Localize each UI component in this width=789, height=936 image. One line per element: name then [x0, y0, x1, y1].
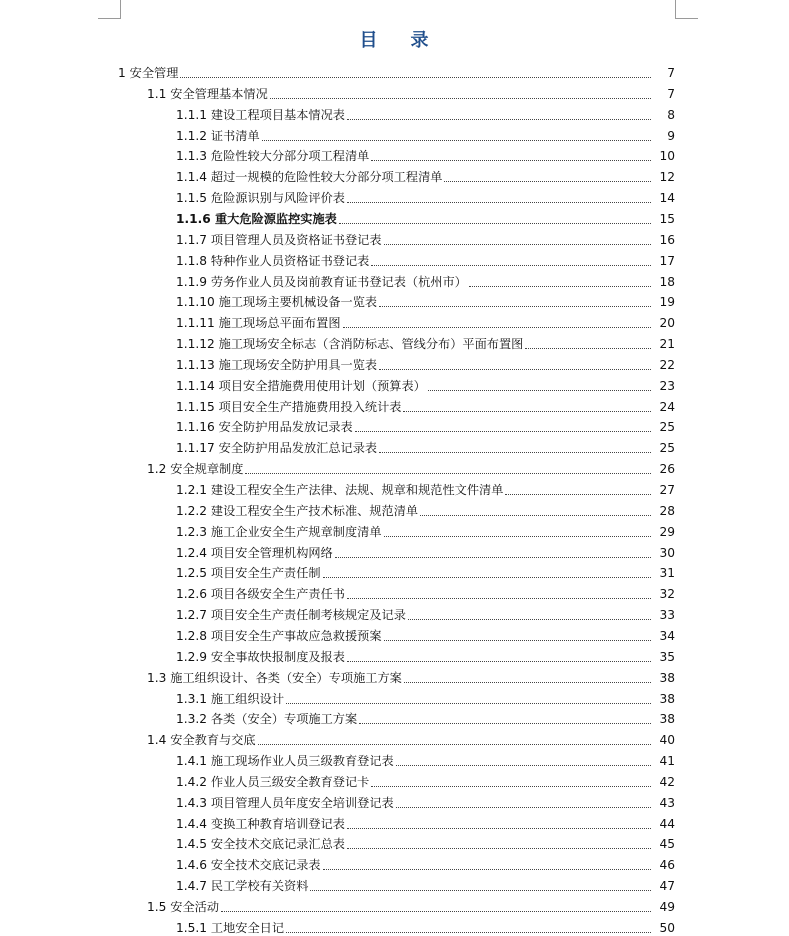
toc-entry-title: 1.4.2 作业人员三级安全教育登记卡 [176, 774, 370, 789]
toc-title-char-1: 目 [359, 30, 379, 51]
toc-dot-leader [355, 431, 651, 432]
toc-entry-page-number: 28 [659, 503, 675, 518]
toc-entry[interactable] [176, 499, 675, 519]
toc-entry-title: 1.1.4 超过一规模的危险性较大分部分项工程清单 [176, 170, 443, 185]
toc-entry[interactable] [176, 249, 675, 269]
toc-dot-leader [323, 869, 651, 870]
toc-entry[interactable] [176, 561, 675, 581]
toc-entry-title: 1.1.5 危险源识别与风险评价表 [176, 191, 345, 206]
toc-entry-title: 1.1.2 证书清单 [176, 128, 260, 143]
toc-entry[interactable] [176, 874, 675, 894]
toc-entry-title: 1.4.3 项目管理人员年度安全培训登记表 [176, 795, 394, 810]
toc-title-char-2: 录 [410, 30, 430, 51]
toc-entry-page-number: 23 [659, 378, 675, 393]
toc-dot-leader [428, 390, 651, 391]
toc-entry[interactable] [176, 749, 675, 769]
toc-entry[interactable] [147, 666, 675, 686]
toc-entry-page-number: 27 [659, 483, 675, 497]
toc-dot-leader [371, 265, 651, 266]
toc-dot-leader [347, 598, 651, 599]
toc-dot-leader [379, 452, 651, 453]
toc-entry[interactable] [176, 290, 675, 310]
toc-dot-leader [180, 77, 651, 78]
toc-entry-title: 1.1.7 项目管理人员及资格证书登记表 [176, 232, 382, 247]
toc-entry-title: 1.2.8 项目安全生产事故应急救援预案 [176, 628, 382, 643]
toc-entry[interactable] [176, 707, 675, 727]
toc-entry-page-number: 22 [659, 357, 675, 372]
toc-entry-title: 1.5 安全活动 [147, 900, 220, 914]
toc-entry-page-number: 42 [659, 774, 675, 789]
toc-dot-leader [525, 348, 651, 349]
toc-entry[interactable] [176, 582, 675, 602]
toc-entry-page-number: 49 [659, 900, 675, 914]
toc-entry-page-number: 26 [659, 462, 675, 477]
toc-dot-leader [384, 640, 651, 641]
toc-entry-page-number: 32 [659, 587, 675, 602]
toc-entry-page-number: 14 [659, 191, 675, 206]
toc-entry-page-number: 7 [667, 86, 675, 101]
toc-entry-title: 1.4.7 民工学校有关资料 [176, 879, 309, 894]
toc-entry-title: 1.1.14 项目安全措施费用使用计划（预算表） [176, 378, 426, 393]
toc-dot-leader [469, 286, 651, 287]
toc-entry-page-number: 46 [659, 858, 675, 873]
toc-dot-leader [444, 181, 651, 182]
toc-entry-title: 1.2.4 项目安全管理机构网络 [176, 545, 333, 560]
toc-entry-title: 1.1.8 特种作业人员资格证书登记表 [176, 253, 370, 268]
toc-entry-page-number: 19 [659, 295, 675, 310]
toc-entry[interactable] [176, 436, 675, 456]
toc-entry-title: 1.5.1 工地安全日记 [176, 920, 285, 935]
toc-entry[interactable] [147, 82, 675, 102]
toc-entry[interactable] [147, 457, 675, 477]
toc-entry-title: 1.2.5 项目安全生产责任制 [176, 566, 321, 581]
toc-entry[interactable] [147, 895, 675, 915]
toc-entry-page-number: 8 [667, 107, 675, 122]
toc-entry-page-number: 24 [659, 399, 675, 414]
toc-entry[interactable] [176, 520, 675, 540]
toc-entry[interactable] [176, 603, 675, 623]
toc-entry[interactable] [176, 270, 675, 290]
toc-entry[interactable] [176, 311, 675, 331]
toc-entry-page-number: 33 [659, 608, 675, 623]
toc-entry[interactable] [176, 353, 675, 373]
toc-entry-title: 1.1.10 施工现场主要机械设备一览表 [176, 295, 378, 310]
toc-entry[interactable] [118, 61, 675, 81]
toc-entry-title: 1.1.16 安全防护用品发放记录表 [176, 420, 353, 435]
toc-entry-title: 1 安全管理 [118, 66, 179, 80]
toc-entry-page-number: 50 [659, 920, 675, 935]
toc-entry-title: 1.1.3 危险性较大分部分项工程清单 [176, 149, 370, 164]
toc-entry-title: 1.3 施工组织设计、各类（安全）专项施工方案 [147, 670, 402, 685]
toc-entry-page-number: 16 [659, 232, 675, 247]
toc-entry-title: 1.1.17 安全防护用品发放汇总记录表 [176, 441, 378, 456]
toc-dot-leader [384, 244, 651, 245]
toc-entry[interactable] [176, 207, 675, 227]
toc-entry-title: 1.4.1 施工现场作业人员三级教育登记表 [176, 754, 394, 769]
toc-dot-leader [396, 807, 651, 808]
toc-entry-page-number: 38 [659, 670, 675, 685]
toc-entry[interactable] [176, 332, 675, 352]
toc-entry-page-number: 25 [659, 420, 675, 435]
toc-entry-page-number: 12 [659, 170, 675, 185]
toc-dot-leader [408, 619, 651, 620]
toc-entry[interactable] [176, 791, 675, 811]
toc-entry[interactable] [176, 374, 675, 394]
toc-dot-leader [347, 119, 651, 120]
toc-entry-title: 1.4.4 变换工种教育培训登记表 [176, 816, 345, 831]
toc-entry[interactable] [176, 541, 675, 561]
toc-entry-title: 1.1.15 项目安全生产措施费用投入统计表 [176, 399, 402, 414]
toc-dot-leader [371, 160, 651, 161]
toc-entry[interactable] [176, 186, 675, 206]
toc-entry-page-number: 21 [659, 337, 675, 352]
toc-dot-leader [404, 682, 651, 683]
toc-entry-title: 1.4.5 安全技术交底记录汇总表 [176, 837, 345, 852]
toc-dot-leader [347, 202, 651, 203]
toc-dot-leader [286, 703, 651, 704]
toc-dot-leader [384, 536, 651, 537]
toc-entry[interactable] [176, 395, 675, 415]
toc-entry[interactable] [176, 916, 675, 936]
toc-dot-leader [420, 515, 651, 516]
toc-dot-leader [323, 577, 651, 578]
toc-entry-title: 1.2.1 建设工程安全生产法律、法规、规章和规范性文件清单 [176, 483, 504, 497]
toc-entry[interactable] [176, 228, 675, 248]
toc-entry-page-number: 47 [659, 879, 675, 894]
toc-entry-page-number: 15 [659, 211, 675, 226]
toc-entry-title: 1.2.6 项目各级安全生产责任书 [176, 587, 345, 602]
toc-entry-page-number: 44 [659, 816, 675, 831]
toc-entry-page-number: 34 [659, 628, 675, 643]
toc-entry-title: 1.4 安全教育与交底 [147, 733, 256, 748]
toc-dot-leader [347, 848, 651, 849]
toc-entry-page-number: 20 [659, 316, 675, 331]
toc-entry[interactable] [147, 728, 675, 748]
toc-entry-title: 1.1.9 劳务作业人员及岗前教育证书登记表（杭州市） [176, 274, 467, 289]
toc-entry-title: 1.3.2 各类（安全）专项施工方案 [176, 712, 358, 727]
toc-dot-leader [347, 661, 651, 662]
toc-entry-page-number: 45 [659, 837, 675, 852]
toc-entry-title: 1.1.6 重大危险源监控实施表 [176, 211, 337, 226]
toc-entry-title: 1.2.7 项目安全生产责任制考核规定及记录 [176, 608, 406, 623]
toc-entry-page-number: 29 [659, 524, 675, 539]
toc-entry-title: 1.4.6 安全技术交底记录表 [176, 858, 321, 873]
toc-entry-page-number: 43 [659, 795, 675, 810]
toc-dot-leader [379, 306, 651, 307]
toc-entry[interactable] [176, 103, 675, 123]
toc-entry[interactable] [176, 832, 675, 852]
toc-title [0, 26, 789, 52]
toc-entry[interactable] [176, 415, 675, 435]
toc-entry-page-number: 40 [659, 733, 675, 748]
toc-entry-title: 1.1.13 施工现场安全防护用具一览表 [176, 357, 378, 372]
toc-entry-page-number: 41 [659, 754, 675, 769]
toc-entry-page-number: 38 [659, 691, 675, 706]
toc-dot-leader [286, 932, 651, 933]
toc-entry-page-number: 7 [667, 66, 675, 80]
toc-entry-page-number: 9 [667, 128, 675, 143]
toc-entry-title: 1.3.1 施工组织设计 [176, 691, 285, 706]
toc-dot-leader [221, 911, 651, 912]
toc-entry-title: 1.1.1 建设工程项目基本情况表 [176, 107, 345, 122]
toc-dot-leader [403, 411, 651, 412]
toc-entry[interactable] [176, 812, 675, 832]
toc-entry-page-number: 30 [659, 545, 675, 560]
toc-dot-leader [335, 557, 651, 558]
toc-entry-title: 1.2 安全规章制度 [147, 462, 244, 477]
page-corner-mark-left [98, 0, 121, 19]
toc-entry-title: 1.1.11 施工现场总平面布置图 [176, 316, 341, 331]
toc-entry-page-number: 25 [659, 441, 675, 456]
toc-entry[interactable] [176, 144, 675, 164]
toc-entry-page-number: 10 [659, 149, 675, 164]
toc-entry-page-number: 18 [659, 274, 675, 289]
toc-entry-title: 1.2.9 安全事故快报制度及报表 [176, 649, 345, 664]
toc-entry-page-number: 17 [659, 253, 675, 268]
toc-dot-leader [258, 744, 651, 745]
toc-entry[interactable] [176, 124, 675, 144]
toc-entry-page-number: 38 [659, 712, 675, 727]
toc-dot-leader [270, 98, 651, 99]
toc-entry[interactable] [176, 478, 675, 498]
toc-entry[interactable] [176, 687, 675, 707]
toc-dot-leader [310, 890, 651, 891]
toc-dot-leader [343, 327, 651, 328]
toc-dot-leader [347, 828, 651, 829]
toc-entry[interactable] [176, 624, 675, 644]
toc-dot-leader [359, 723, 651, 724]
toc-entry-page-number: 35 [659, 649, 675, 664]
toc-entry-title: 1.2.3 施工企业安全生产规章制度清单 [176, 524, 382, 539]
toc-entry[interactable] [176, 770, 675, 790]
toc-dot-leader [505, 494, 651, 495]
toc-dot-leader [339, 223, 651, 224]
toc-entry[interactable] [176, 853, 675, 873]
toc-entry-title: 1.1.12 施工现场安全标志（含消防标志、管线分布）平面布置图 [176, 337, 524, 352]
toc-entry-page-number: 31 [659, 566, 675, 581]
toc-dot-leader [379, 369, 651, 370]
toc-dot-leader [371, 786, 651, 787]
toc-entry[interactable] [176, 645, 675, 665]
toc-dot-leader [396, 765, 651, 766]
toc-dot-leader [262, 140, 651, 141]
toc-entry[interactable] [176, 165, 675, 185]
page-corner-mark-right [675, 0, 698, 19]
toc-dot-leader [245, 473, 651, 474]
toc-entry-title: 1.2.2 建设工程安全生产技术标准、规范清单 [176, 503, 419, 518]
toc-entry-title: 1.1 安全管理基本情况 [147, 86, 268, 101]
